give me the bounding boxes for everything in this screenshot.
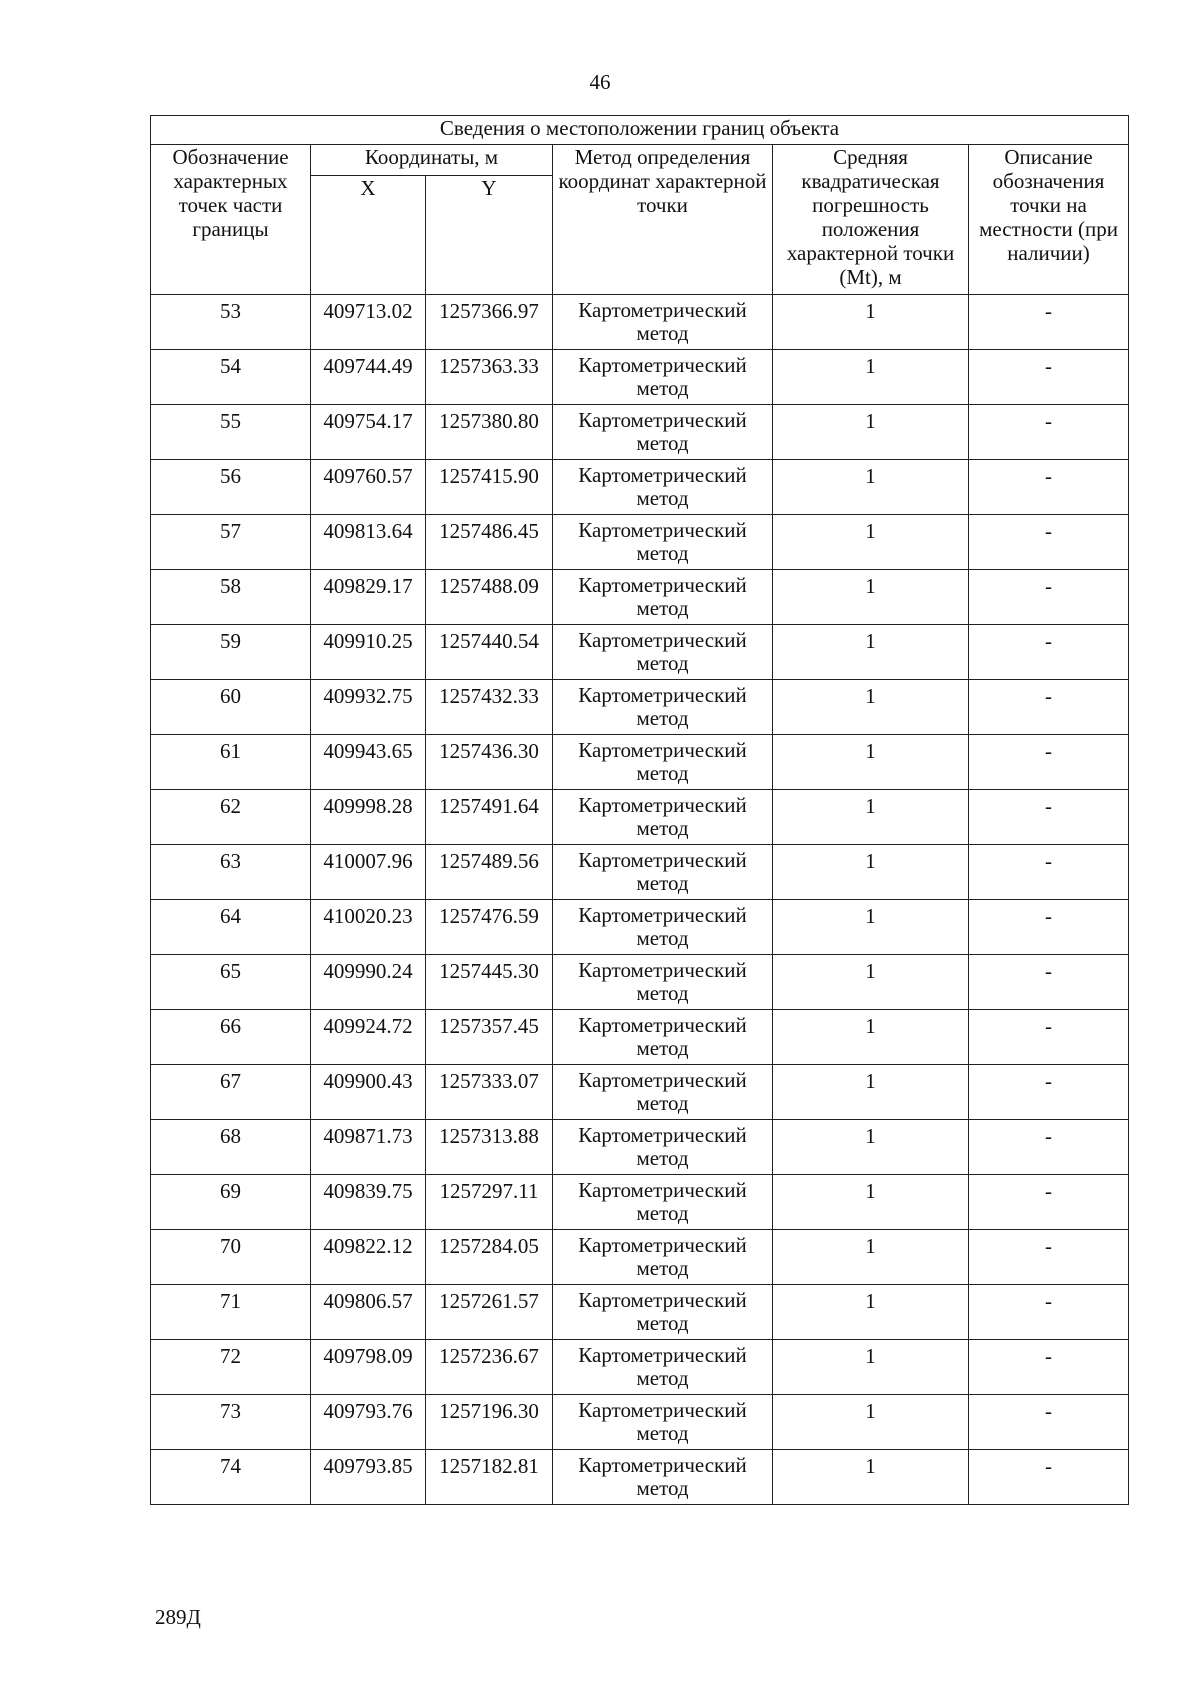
cell-description: - <box>969 1230 1129 1285</box>
table-body <box>151 295 1129 1505</box>
cell-x: 409793.76 <box>311 1395 426 1450</box>
cell-x: 409910.25 <box>311 625 426 680</box>
cell-method: Картометрический метод <box>553 680 773 735</box>
cell-y: 1257196.30 <box>426 1395 553 1450</box>
cell-point: 65 <box>151 955 311 1010</box>
cell-y: 1257297.11 <box>426 1175 553 1230</box>
cell-accuracy: 1 <box>773 1065 969 1120</box>
cell-accuracy: 1 <box>773 680 969 735</box>
cell-x: 409744.49 <box>311 350 426 405</box>
cell-method: Картометрический метод <box>553 900 773 955</box>
cell-y: 1257486.45 <box>426 515 553 570</box>
table-row <box>151 1230 1129 1285</box>
cell-description: - <box>969 460 1129 515</box>
cell-x: 409839.75 <box>311 1175 426 1230</box>
cell-method: Картометрический метод <box>553 955 773 1010</box>
header-accuracy: Средняя квадратическая погрешность положения характерной точки (Mt), м <box>773 145 969 295</box>
cell-accuracy: 1 <box>773 1395 969 1450</box>
cell-x: 409793.85 <box>311 1450 426 1505</box>
cell-y: 1257357.45 <box>426 1010 553 1065</box>
cell-point: 68 <box>151 1120 311 1175</box>
cell-accuracy: 1 <box>773 350 969 405</box>
cell-point: 70 <box>151 1230 311 1285</box>
cell-description: - <box>969 1395 1129 1450</box>
cell-x: 409813.64 <box>311 515 426 570</box>
table-row <box>151 1450 1129 1505</box>
cell-accuracy: 1 <box>773 1450 969 1505</box>
cell-method: Картометрический метод <box>553 790 773 845</box>
table-row <box>151 405 1129 460</box>
cell-point: 71 <box>151 1285 311 1340</box>
cell-x: 409760.57 <box>311 460 426 515</box>
cell-point: 58 <box>151 570 311 625</box>
cell-y: 1257284.05 <box>426 1230 553 1285</box>
cell-x: 409990.24 <box>311 955 426 1010</box>
cell-point: 60 <box>151 680 311 735</box>
table-row <box>151 1120 1129 1175</box>
cell-method: Картометрический метод <box>553 1340 773 1395</box>
table-row <box>151 515 1129 570</box>
table-row <box>151 955 1129 1010</box>
cell-x: 409998.28 <box>311 790 426 845</box>
cell-x: 410007.96 <box>311 845 426 900</box>
table-row <box>151 1285 1129 1340</box>
cell-y: 1257436.30 <box>426 735 553 790</box>
cell-point: 63 <box>151 845 311 900</box>
cell-y: 1257440.54 <box>426 625 553 680</box>
cell-accuracy: 1 <box>773 735 969 790</box>
header-x: X <box>311 176 426 295</box>
cell-method: Картометрический метод <box>553 625 773 680</box>
cell-description: - <box>969 680 1129 735</box>
cell-y: 1257476.59 <box>426 900 553 955</box>
cell-point: 64 <box>151 900 311 955</box>
cell-description: - <box>969 845 1129 900</box>
cell-point: 73 <box>151 1395 311 1450</box>
cell-method: Картометрический метод <box>553 735 773 790</box>
cell-description: - <box>969 405 1129 460</box>
table-row <box>151 845 1129 900</box>
cell-y: 1257313.88 <box>426 1120 553 1175</box>
cell-y: 1257445.30 <box>426 955 553 1010</box>
cell-y: 1257380.80 <box>426 405 553 460</box>
header-coordinates: Координаты, м <box>311 145 553 176</box>
cell-description: - <box>969 900 1129 955</box>
cell-method: Картометрический метод <box>553 845 773 900</box>
cell-description: - <box>969 570 1129 625</box>
cell-x: 409822.12 <box>311 1230 426 1285</box>
cell-accuracy: 1 <box>773 1120 969 1175</box>
table-row <box>151 1395 1129 1450</box>
cell-y: 1257236.67 <box>426 1340 553 1395</box>
cell-description: - <box>969 350 1129 405</box>
header-y: Y <box>426 176 553 295</box>
cell-point: 69 <box>151 1175 311 1230</box>
cell-description: - <box>969 1065 1129 1120</box>
cell-description: - <box>969 1450 1129 1505</box>
cell-x: 409932.75 <box>311 680 426 735</box>
cell-accuracy: 1 <box>773 1010 969 1065</box>
cell-method: Картометрический метод <box>553 1395 773 1450</box>
table-row <box>151 1010 1129 1065</box>
cell-accuracy: 1 <box>773 515 969 570</box>
cell-point: 62 <box>151 790 311 845</box>
table-row <box>151 1175 1129 1230</box>
cell-y: 1257366.97 <box>426 295 553 350</box>
cell-y: 1257363.33 <box>426 350 553 405</box>
cell-point: 72 <box>151 1340 311 1395</box>
cell-description: - <box>969 955 1129 1010</box>
cell-accuracy: 1 <box>773 900 969 955</box>
table-row <box>151 680 1129 735</box>
table-row <box>151 1065 1129 1120</box>
header-point-designation: Обозначение характерных точек части границы <box>151 145 311 295</box>
cell-description: - <box>969 790 1129 845</box>
cell-accuracy: 1 <box>773 1340 969 1395</box>
cell-method: Картометрический метод <box>553 1230 773 1285</box>
boundary-coordinates-table <box>150 115 1129 1505</box>
cell-y: 1257261.57 <box>426 1285 553 1340</box>
cell-description: - <box>969 515 1129 570</box>
table-row <box>151 1340 1129 1395</box>
cell-method: Картометрический метод <box>553 295 773 350</box>
cell-method: Картометрический метод <box>553 1065 773 1120</box>
cell-accuracy: 1 <box>773 625 969 680</box>
header-method: Метод определения координат характерной точки <box>553 145 773 295</box>
cell-y: 1257488.09 <box>426 570 553 625</box>
cell-method: Картометрический метод <box>553 515 773 570</box>
cell-accuracy: 1 <box>773 1175 969 1230</box>
cell-x: 409829.17 <box>311 570 426 625</box>
cell-point: 55 <box>151 405 311 460</box>
cell-description: - <box>969 1120 1129 1175</box>
cell-accuracy: 1 <box>773 790 969 845</box>
cell-accuracy: 1 <box>773 295 969 350</box>
cell-method: Картометрический метод <box>553 1450 773 1505</box>
cell-y: 1257333.07 <box>426 1065 553 1120</box>
cell-x: 409924.72 <box>311 1010 426 1065</box>
cell-x: 409754.17 <box>311 405 426 460</box>
cell-description: - <box>969 1285 1129 1340</box>
table-row <box>151 350 1129 405</box>
table-row <box>151 570 1129 625</box>
cell-point: 61 <box>151 735 311 790</box>
cell-point: 53 <box>151 295 311 350</box>
cell-accuracy: 1 <box>773 405 969 460</box>
cell-x: 409713.02 <box>311 295 426 350</box>
table-row <box>151 790 1129 845</box>
cell-method: Картометрический метод <box>553 1010 773 1065</box>
table-row <box>151 295 1129 350</box>
cell-description: - <box>969 1175 1129 1230</box>
table-row <box>151 735 1129 790</box>
cell-description: - <box>969 295 1129 350</box>
cell-accuracy: 1 <box>773 460 969 515</box>
cell-x: 409943.65 <box>311 735 426 790</box>
cell-method: Картометрический метод <box>553 1175 773 1230</box>
header-description: Описание обозначения точки на местности (при наличии) <box>969 145 1129 295</box>
cell-point: 74 <box>151 1450 311 1505</box>
cell-point: 57 <box>151 515 311 570</box>
cell-accuracy: 1 <box>773 845 969 900</box>
cell-accuracy: 1 <box>773 1230 969 1285</box>
page-number: 46 <box>589 70 611 94</box>
table-row <box>151 460 1129 515</box>
cell-description: - <box>969 735 1129 790</box>
cell-x: 409806.57 <box>311 1285 426 1340</box>
cell-y: 1257489.56 <box>426 845 553 900</box>
cell-method: Картометрический метод <box>553 460 773 515</box>
cell-description: - <box>969 1010 1129 1065</box>
cell-y: 1257182.81 <box>426 1450 553 1505</box>
cell-point: 56 <box>151 460 311 515</box>
table-row <box>151 625 1129 680</box>
cell-y: 1257415.90 <box>426 460 553 515</box>
table-row <box>151 900 1129 955</box>
table-title: Сведения о местоположении границ объекта <box>151 116 1129 145</box>
cell-method: Картометрический метод <box>553 570 773 625</box>
cell-point: 66 <box>151 1010 311 1065</box>
cell-y: 1257491.64 <box>426 790 553 845</box>
cell-x: 409900.43 <box>311 1065 426 1120</box>
cell-accuracy: 1 <box>773 955 969 1010</box>
cell-accuracy: 1 <box>773 1285 969 1340</box>
cell-description: - <box>969 625 1129 680</box>
cell-point: 59 <box>151 625 311 680</box>
cell-y: 1257432.33 <box>426 680 553 735</box>
cell-point: 54 <box>151 350 311 405</box>
cell-method: Картометрический метод <box>553 405 773 460</box>
cell-x: 409871.73 <box>311 1120 426 1175</box>
cell-method: Картометрический метод <box>553 1285 773 1340</box>
cell-accuracy: 1 <box>773 570 969 625</box>
cell-x: 410020.23 <box>311 900 426 955</box>
document-code: 289Д <box>155 1605 201 1629</box>
cell-method: Картометрический метод <box>553 1120 773 1175</box>
cell-description: - <box>969 1340 1129 1395</box>
cell-point: 67 <box>151 1065 311 1120</box>
cell-method: Картометрический метод <box>553 350 773 405</box>
cell-x: 409798.09 <box>311 1340 426 1395</box>
